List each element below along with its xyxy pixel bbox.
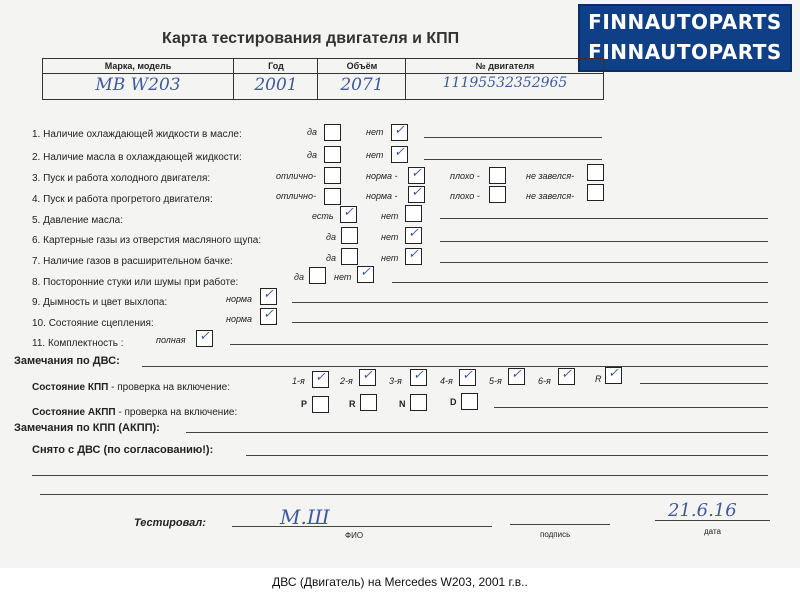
check-mark: ✓ — [561, 367, 572, 382]
question-text: Наличие масла в охлаждающей жидкости: — [43, 152, 242, 163]
signature-label: подпись — [540, 530, 571, 539]
check-mark: ✓ — [413, 368, 424, 383]
checkbox-q5-present[interactable] — [340, 206, 357, 223]
fio-line — [232, 526, 492, 527]
engine-number-cell — [405, 59, 604, 99]
gear-label: 4-я — [440, 376, 453, 386]
question-number: 4. — [32, 194, 41, 205]
date-line — [655, 520, 770, 521]
question-9 — [32, 297, 167, 308]
check-mark: ✓ — [360, 265, 371, 280]
volume-header: Объём — [318, 59, 406, 74]
question-number: 1. — [32, 129, 41, 140]
option-label: да — [326, 232, 336, 242]
checkbox-gear-6[interactable] — [558, 368, 575, 385]
check-mark: ✓ — [263, 287, 274, 302]
checkbox-q6-yes[interactable] — [341, 227, 358, 244]
question-6 — [32, 235, 261, 246]
option-label: нет — [381, 253, 399, 263]
make-model-value: МВ W203 — [95, 75, 181, 95]
question-text: Картерные газы из отверстия масляного щупа: — [43, 235, 262, 246]
akpp-label: Состояние АКПП — [32, 407, 116, 418]
question-8 — [32, 277, 238, 288]
checkbox-q9-normal[interactable] — [260, 288, 277, 305]
tester-name-handwritten: М.Ш — [280, 505, 330, 529]
question-text: Пуск и работа холодного двигателя: — [43, 173, 211, 184]
checkbox-q11-complete[interactable] — [196, 330, 213, 347]
tested-by-label: Тестировал: — [134, 517, 206, 529]
answer-line — [292, 322, 768, 323]
answer-line — [640, 383, 768, 384]
checkbox-gear-2[interactable] — [359, 369, 376, 386]
answer-line — [392, 282, 768, 283]
checkbox-q10-normal[interactable] — [260, 308, 277, 325]
checkbox-q3-excellent[interactable] — [324, 167, 341, 184]
checkbox-q7-yes[interactable] — [341, 248, 358, 265]
option-label: да — [307, 127, 317, 137]
finnautoparts-logo — [578, 4, 792, 72]
checkbox-gear-3[interactable] — [410, 369, 427, 386]
question-text: Пуск и работа прогретого двигателя: — [43, 194, 213, 205]
removed-line-2 — [32, 475, 768, 476]
checkbox-q1-no[interactable] — [391, 124, 408, 141]
checkbox-q2-no[interactable] — [391, 146, 408, 163]
checkbox-gear-r[interactable] — [605, 367, 622, 384]
question-text: Состояние сцепления: — [48, 318, 154, 329]
question-10 — [32, 318, 154, 329]
akpp-row-label — [32, 402, 237, 420]
year-header: Год — [234, 59, 318, 74]
gear-label: 5-я — [489, 376, 502, 386]
kpp-row-label — [32, 377, 230, 395]
checkbox-q3-bad[interactable] — [489, 167, 506, 184]
kpp-label: Состояние КПП — [32, 382, 109, 393]
checkbox-gear-5[interactable] — [508, 368, 525, 385]
checkbox-gear-1[interactable] — [312, 371, 329, 388]
question-5 — [32, 215, 123, 226]
check-mark: ✓ — [408, 226, 419, 241]
volume-value: 2071 — [340, 75, 384, 95]
option-label: отлично- — [276, 171, 316, 181]
check-mark: ✓ — [411, 185, 422, 200]
gear-label: 6-я — [538, 376, 551, 386]
option-label: нет — [381, 211, 399, 221]
image-caption: ДВС (Двигатель) на Mercedes W203, 2001 г.в.. — [272, 575, 528, 589]
gear-label: P — [301, 399, 308, 409]
question-7 — [32, 256, 233, 267]
option-label: норма — [226, 294, 253, 304]
check-mark: ✓ — [343, 205, 354, 220]
checkbox-gear-n[interactable] — [410, 394, 427, 411]
check-mark: ✓ — [394, 145, 405, 160]
question-3 — [32, 173, 210, 184]
check-mark: ✓ — [511, 367, 522, 382]
checkbox-gear-p[interactable] — [312, 396, 329, 413]
checkbox-q4-normal[interactable] — [408, 186, 425, 203]
fio-label: ФИО — [345, 531, 364, 540]
check-mark: ✓ — [608, 366, 619, 381]
check-mark: ✓ — [411, 166, 422, 181]
question-number: 7. — [32, 256, 41, 267]
question-text: Наличие газов в расширительном бачке: — [43, 256, 233, 267]
checkbox-q6-no[interactable] — [405, 227, 422, 244]
checkbox-q7-no[interactable] — [405, 248, 422, 265]
removed-line-1 — [246, 455, 768, 456]
card-title: Карта тестирования двигателя и КПП — [162, 30, 460, 47]
checkbox-q3-normal[interactable] — [408, 167, 425, 184]
date-label: дата — [704, 527, 721, 536]
checkbox-gear-r-auto[interactable] — [360, 394, 377, 411]
option-label: не завелся- — [526, 191, 575, 201]
answer-line — [494, 407, 768, 408]
remarks-gearbox-heading: Замечания по КПП (АКПП): — [14, 422, 160, 434]
option-label: норма — [226, 314, 253, 324]
check-mark: ✓ — [199, 329, 210, 344]
checkbox-q8-no[interactable] — [357, 266, 374, 283]
checkbox-q8-yes[interactable] — [309, 267, 326, 284]
option-label: плохо - — [450, 171, 480, 181]
logo-line-1: FINNAUTOPARTS — [588, 10, 782, 34]
year-value: 2001 — [254, 75, 298, 95]
check-mark: ✓ — [408, 247, 419, 262]
option-label: норма - — [366, 191, 398, 201]
question-text: Давление масла: — [43, 215, 123, 226]
remarks-engine-line — [142, 366, 768, 367]
removed-from-engine-heading: Снято с ДВС (по согласованию!): — [32, 444, 214, 456]
question-11 — [32, 338, 124, 349]
check-mark: ✓ — [394, 123, 405, 138]
option-label: да — [326, 253, 336, 263]
checkbox-q4-not-started[interactable] — [587, 184, 604, 201]
engine-number-value: 11195532352965 — [442, 75, 568, 91]
checkbox-q1-yes[interactable] — [324, 124, 341, 141]
checkbox-gear-4[interactable] — [459, 369, 476, 386]
checkbox-q5-absent[interactable] — [405, 205, 422, 222]
logo-line-2: FINNAUTOPARTS — [588, 40, 782, 64]
answer-line — [440, 241, 768, 242]
option-label: плохо - — [450, 191, 480, 201]
signature-line — [510, 524, 610, 525]
question-number: 2. — [32, 152, 41, 163]
engine-number-header: № двигателя — [406, 59, 604, 74]
question-1 — [32, 129, 242, 140]
answer-line — [440, 218, 768, 219]
answer-line — [424, 159, 602, 160]
option-label: да — [294, 272, 304, 282]
checkbox-q4-excellent[interactable] — [324, 188, 341, 205]
question-number: 10. — [32, 318, 46, 329]
removed-line-3 — [40, 494, 768, 495]
question-text: Наличие охлаждающей жидкости в масле: — [43, 129, 242, 140]
gear-label: 3-я — [389, 376, 402, 386]
checkbox-q2-yes[interactable] — [324, 146, 341, 163]
volume-cell — [317, 59, 406, 99]
answer-line — [230, 344, 768, 345]
gear-label: N — [399, 399, 406, 409]
check-mark: ✓ — [362, 368, 373, 383]
question-number: 3. — [32, 173, 41, 184]
remarks-gearbox-line — [186, 432, 768, 433]
option-label: есть — [312, 211, 334, 221]
question-number: 5. — [32, 215, 41, 226]
check-mark: ✓ — [462, 368, 473, 383]
gear-label: R — [349, 399, 356, 409]
vehicle-info-table — [42, 58, 604, 100]
question-2 — [32, 152, 242, 163]
question-text: Дымность и цвет выхлопа: — [43, 297, 168, 308]
option-label: отлично- — [276, 191, 316, 201]
option-label: нет — [334, 272, 352, 282]
checkbox-q3-not-started[interactable] — [587, 164, 604, 181]
check-mark: ✓ — [315, 370, 326, 385]
question-text: Комплектность : — [47, 338, 124, 349]
question-number: 8. — [32, 277, 41, 288]
option-label: нет — [366, 127, 384, 137]
date-handwritten: 21.6.16 — [668, 500, 737, 521]
option-label: нет — [366, 150, 384, 160]
question-text: Посторонние стуки или шумы при работе: — [43, 277, 239, 288]
kpp-sub: - проверка на включение: — [108, 382, 231, 393]
checkbox-q4-bad[interactable] — [489, 186, 506, 203]
make-model-header: Марка, модель — [43, 59, 233, 74]
question-number: 6. — [32, 235, 41, 246]
option-label: полная — [156, 335, 186, 345]
gear-label: R — [595, 374, 602, 384]
make-model-cell — [43, 59, 233, 99]
option-label: не завелся- — [526, 171, 575, 181]
answer-line — [292, 302, 768, 303]
gear-label: 2-я — [340, 376, 353, 386]
checkbox-gear-d[interactable] — [461, 393, 478, 410]
answer-line — [440, 262, 768, 263]
gear-label: D — [450, 397, 457, 407]
akpp-sub: - проверка на включение: — [115, 407, 238, 418]
remarks-engine-heading: Замечания по ДВС: — [14, 355, 120, 367]
option-label: норма - — [366, 171, 398, 181]
question-number: 9. — [32, 297, 41, 308]
answer-line — [424, 137, 602, 138]
question-number: 11. — [32, 338, 46, 349]
gear-label: 1-я — [292, 376, 305, 386]
question-4 — [32, 194, 213, 205]
check-mark: ✓ — [263, 307, 274, 322]
option-label: нет — [381, 232, 399, 242]
option-label: да — [307, 150, 317, 160]
year-cell — [233, 59, 318, 99]
